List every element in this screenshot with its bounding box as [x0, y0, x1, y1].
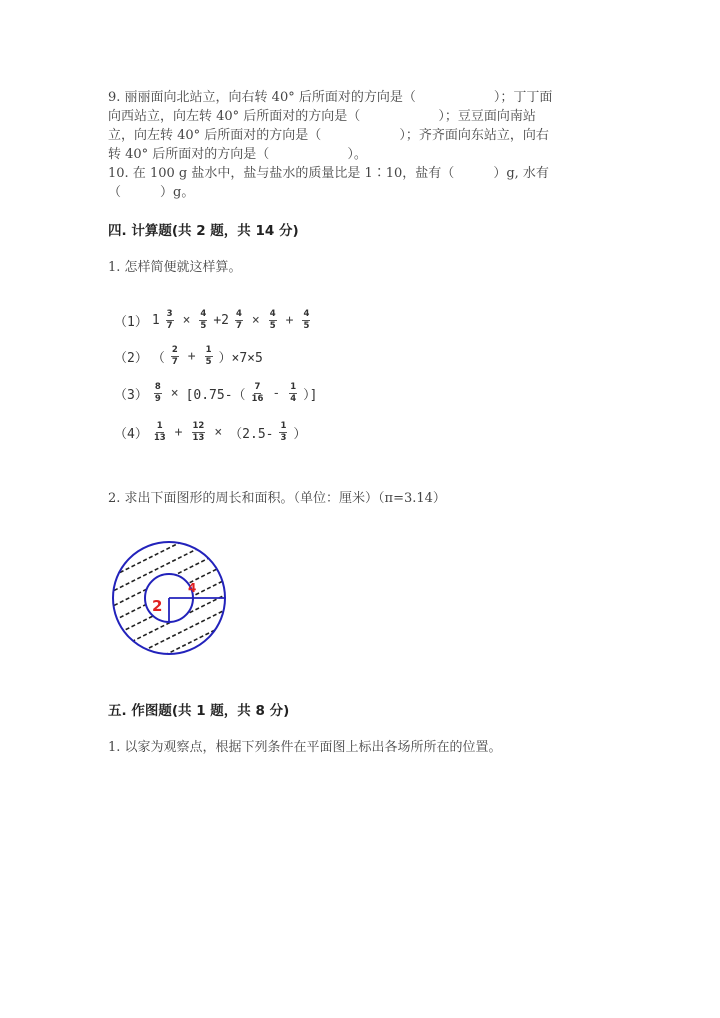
expression-label: （4） — [114, 427, 148, 442]
answer-blank[interactable] — [454, 164, 493, 183]
math-token: + — [187, 349, 196, 364]
q9-line-1: 9. 丽丽面向北站立，向右转 40° 后所面对的方向是（ ）；丁丁面 — [108, 90, 553, 105]
section-5-heading: 五. 作图题(共 1 题，共 8 分) — [108, 703, 290, 719]
annulus-figure — [105, 530, 235, 665]
math-token: [0.75-（ — [185, 388, 246, 403]
math-token: （2.5- — [229, 427, 274, 442]
q10-line-2: （ ）g。 — [108, 185, 195, 200]
math-token: +2 — [213, 313, 229, 328]
expression-2 — [112, 346, 265, 367]
fraction: $\frac{1}{13}$ — [153, 421, 166, 443]
expression-label: （2） — [114, 351, 148, 366]
q10-line-1: 10. 在 100 g 盐水中，盐与盐水的质量比是 1∶10，盐有（ ）g, 水有 — [108, 166, 549, 181]
math-token: （ — [151, 351, 165, 366]
answer-blank[interactable] — [416, 88, 494, 107]
question-10 — [108, 164, 608, 202]
section-4-heading: 四. 计算题(共 2 题，共 14 分) — [108, 223, 299, 239]
question-9 — [108, 88, 608, 164]
math-token: + — [174, 425, 183, 440]
inner-radius-label: 2 — [152, 597, 163, 615]
fraction: $\frac{7}{16}$ — [251, 382, 264, 404]
expression-label: （1） — [114, 315, 148, 330]
fraction: $\frac{4}{5}$ — [269, 309, 276, 331]
section-4-q2-prompt: 2. 求出下面图形的周长和面积。（单位：厘米）（π=3.14） — [108, 491, 446, 506]
expression-3 — [112, 383, 319, 404]
fraction: $\frac{1}{5}$ — [205, 345, 212, 367]
fraction: $\frac{2}{7}$ — [171, 345, 178, 367]
answer-blank[interactable] — [121, 183, 160, 202]
fraction: $\frac{3}{7}$ — [166, 309, 173, 331]
q9-line-4: 转 40° 后所面对的方向是（ ）。 — [108, 147, 367, 162]
section-4-q1-prompt: 1. 怎样简便就这样算。 — [108, 260, 242, 275]
fraction: $\frac{12}{13}$ — [192, 421, 205, 443]
expression-4 — [112, 422, 308, 443]
math-token: × — [251, 313, 260, 328]
q9-line-3: 立，向左转 40° 后所面对的方向是（ ）；齐齐面向东站立，向右 — [108, 128, 549, 143]
math-token: × — [182, 313, 191, 328]
fraction: $\frac{1}{4}$ — [290, 382, 297, 404]
fraction: $\frac{4}{5}$ — [303, 309, 310, 331]
math-token: ）×7×5 — [218, 351, 263, 366]
expression-1 — [112, 310, 314, 331]
expression-label: （3） — [114, 388, 148, 403]
fraction: $\frac{4}{5}$ — [200, 309, 207, 331]
q9-line-2: 向西站立，向左转 40° 后所面对的方向是（ ）；豆豆面向南站 — [108, 109, 536, 124]
math-token: + — [285, 313, 294, 328]
fraction: $\frac{4}{7}$ — [235, 309, 242, 331]
answer-blank[interactable] — [321, 126, 399, 145]
section-5-q1-prompt: 1. 以家为观察点，根据下列条件在平面图上标出各场所所在的位置。 — [108, 740, 502, 755]
math-token: × — [170, 386, 179, 401]
answer-blank[interactable] — [269, 145, 347, 164]
fraction: $\frac{8}{9}$ — [154, 382, 161, 404]
math-token: 1 — [151, 313, 160, 328]
math-token: - — [272, 386, 281, 401]
math-token: ） — [293, 427, 307, 442]
answer-blank[interactable] — [360, 107, 438, 126]
math-token: ）] — [303, 388, 318, 403]
ring-width-label: 4 — [188, 581, 197, 595]
fraction: $\frac{1}{3}$ — [280, 421, 287, 443]
math-token: × — [214, 425, 223, 440]
